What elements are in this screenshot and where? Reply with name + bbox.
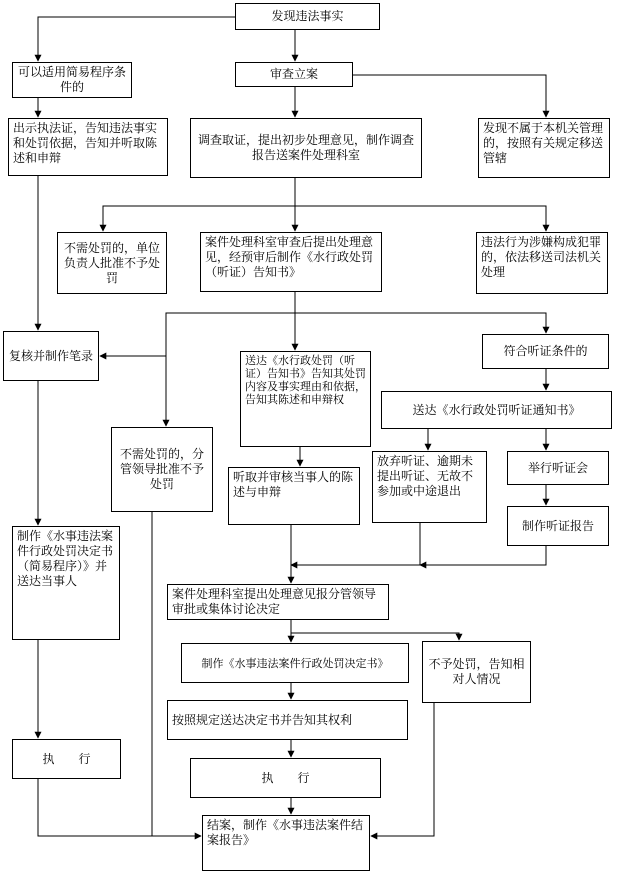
node-simple-condition: 可以适用简易程序条件的 xyxy=(12,62,132,98)
edge-case-office-to-hearing-cond xyxy=(295,313,546,333)
node-deliver-decision: 按照规定送达决定书并告知其权利 xyxy=(167,700,408,740)
node-execute-left: 执 行 xyxy=(12,739,121,779)
edge-waive-to-merge xyxy=(291,523,420,565)
edge-submit-to-no-penalty xyxy=(291,633,459,640)
edge-report-to-merge xyxy=(420,546,546,565)
node-show-id: 出示执法证，告知违法事实和处罚依据，告知并听取陈述和申辩 xyxy=(8,118,168,176)
node-case-office-review: 案件处理科室审查后提出处理意见，经预审后制作《水行政处罚（听证）告知书》 xyxy=(200,232,382,292)
edge-discover-to-simple xyxy=(38,17,235,61)
node-close-case: 结案，制作《水事违法案件结案报告》 xyxy=(202,815,370,871)
node-submit-leader: 案件处理科室提出处理意见报分管领导审批或集体讨论决定 xyxy=(167,584,389,620)
node-make-simple-decision: 制作《水事违法案件行政处罚决定书（简易程序）》并送达当事人 xyxy=(12,526,120,640)
node-discover: 发现违法事实 xyxy=(235,3,380,30)
node-crime: 违法行为涉嫌构成犯罪的，依法移送司法机关处理 xyxy=(476,232,608,294)
node-recheck: 复核并制作笔录 xyxy=(3,331,99,381)
node-deliver-hearing: 送达《水行政处罚听证通知书》 xyxy=(381,391,612,429)
node-make-decision: 制作《水事违法案件行政处罚决定书》 xyxy=(181,643,409,683)
edge-execute-left-to-close xyxy=(38,779,201,836)
node-waive: 放弃听证、逾期未提出听证、无故不参加或中途退出 xyxy=(372,451,487,523)
edge-case-office-to-recheck xyxy=(100,313,295,356)
node-deliver-notice: 送达《水行政处罚（听证）告知书》告知其处罚内容及事实理由和依据，告知其陈述和申辩权 xyxy=(240,351,371,447)
node-hold-hearing: 举行听证会 xyxy=(507,451,609,485)
node-transfer: 发现不属于本机关管理的，按照有关规定移送管辖 xyxy=(478,118,610,178)
edge-review-to-transfer xyxy=(353,75,546,117)
node-hearing-report: 制作听证报告 xyxy=(507,506,609,546)
node-hearing-condition: 符合听证条件的 xyxy=(482,334,609,369)
edge-investigate-to-no-penalty xyxy=(103,178,295,231)
node-execute-main: 执 行 xyxy=(190,758,381,798)
edge-investigate-to-crime xyxy=(295,206,546,231)
node-investigate: 调查取证，提出初步处理意见，制作调查报告送案件处理科室 xyxy=(190,118,422,178)
node-no-penalty-unit: 不需处罚的，单位负责人批准不予处罚 xyxy=(57,232,167,294)
node-review-case: 审查立案 xyxy=(235,62,353,87)
node-listen: 听取并审核当事人的陈述与申辩 xyxy=(228,467,360,525)
node-no-penalty-notify: 不予处罚，告知相对人情况 xyxy=(422,641,531,703)
node-no-penalty-leader: 不需处罚的，分管领导批准不予处罚 xyxy=(111,427,213,512)
